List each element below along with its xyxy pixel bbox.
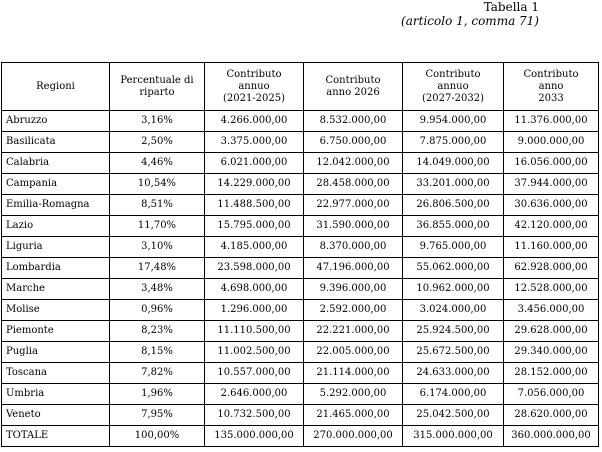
value-cell: 8,51% [110, 195, 205, 216]
value-cell: 37.944.000,00 [504, 174, 599, 195]
value-cell: 22.221.000,00 [304, 321, 403, 342]
value-cell: 360.000.000,00 [504, 426, 599, 447]
value-cell: 10.962.000,00 [403, 279, 504, 300]
table-row [2, 363, 599, 384]
value-cell: 3.375.000,00 [205, 132, 304, 153]
allocation-table [1, 62, 599, 447]
value-cell: 9.396.000,00 [304, 279, 403, 300]
column-header-share-percent [110, 63, 205, 111]
column-header-line: riparto [139, 86, 175, 98]
value-cell: 22.977.000,00 [304, 195, 403, 216]
value-cell: 28.152.000,00 [504, 363, 599, 384]
value-cell: 11.376.000,00 [504, 111, 599, 132]
value-cell: 14.229.000,00 [205, 174, 304, 195]
table-row [2, 405, 599, 426]
region-cell: Lazio [2, 216, 110, 237]
column-header-line: (2021-2025) [222, 92, 286, 104]
value-cell: 0,96% [110, 300, 205, 321]
table-body [2, 111, 599, 447]
value-cell: 6.750.000,00 [304, 132, 403, 153]
table-row [2, 216, 599, 237]
table-row [2, 132, 599, 153]
value-cell: 1,96% [110, 384, 205, 405]
column-header-line: Contributo [325, 74, 381, 86]
caption-title: Tabella 1 [483, 0, 539, 14]
value-cell: 8.532.000,00 [304, 111, 403, 132]
value-cell: 9.765.000,00 [403, 237, 504, 258]
region-cell: Lombardia [2, 258, 110, 279]
column-header-line: 2033 [538, 92, 564, 104]
table-row [2, 258, 599, 279]
column-header-line: anno [538, 80, 564, 92]
region-cell: Emilia-Romagna [2, 195, 110, 216]
column-header-line: Percentuale di [120, 74, 194, 86]
value-cell: 4.698.000,00 [205, 279, 304, 300]
value-cell: 11.488.500,00 [205, 195, 304, 216]
table-row [2, 111, 599, 132]
value-cell: 21.465.000,00 [304, 405, 403, 426]
region-cell: Liguria [2, 237, 110, 258]
value-cell: 135.000.000,00 [205, 426, 304, 447]
value-cell: 25.924.500,00 [403, 321, 504, 342]
region-cell: Toscana [2, 363, 110, 384]
column-header-line: Contributo [425, 68, 481, 80]
value-cell: 62.928.000,00 [504, 258, 599, 279]
caption-subtitle: (articolo 1, comma 71) [401, 14, 539, 28]
value-cell: 9.000.000,00 [504, 132, 599, 153]
value-cell: 3.456.000,00 [504, 300, 599, 321]
value-cell: 11.110.500,00 [205, 321, 304, 342]
value-cell: 6.174.000,00 [403, 384, 504, 405]
value-cell: 29.628.000,00 [504, 321, 599, 342]
column-header-year-2033 [504, 63, 599, 111]
value-cell: 2,50% [110, 132, 205, 153]
value-cell: 4.266.000,00 [205, 111, 304, 132]
value-cell: 42.120.000,00 [504, 216, 599, 237]
value-cell: 31.590.000,00 [304, 216, 403, 237]
region-cell: Calabria [2, 153, 110, 174]
value-cell: 5.292.000,00 [304, 384, 403, 405]
column-header-line: Contributo [226, 68, 282, 80]
region-cell: TOTALE [2, 426, 110, 447]
column-header-annual-2021-2025 [205, 63, 304, 111]
total-row [2, 426, 599, 447]
value-cell: 23.598.000,00 [205, 258, 304, 279]
region-cell: Veneto [2, 405, 110, 426]
value-cell: 30.636.000,00 [504, 195, 599, 216]
table-row [2, 237, 599, 258]
region-cell: Abruzzo [2, 111, 110, 132]
value-cell: 3,10% [110, 237, 205, 258]
column-header-annual-2027-2032 [403, 63, 504, 111]
table-row [2, 195, 599, 216]
value-cell: 7,95% [110, 405, 205, 426]
value-cell: 3,48% [110, 279, 205, 300]
value-cell: 11,70% [110, 216, 205, 237]
value-cell: 10.732.500,00 [205, 405, 304, 426]
value-cell: 33.201.000,00 [403, 174, 504, 195]
table-row [2, 384, 599, 405]
column-header-regions [2, 63, 110, 111]
region-cell: Basilicata [2, 132, 110, 153]
value-cell: 47.196.000,00 [304, 258, 403, 279]
value-cell: 25.042.500,00 [403, 405, 504, 426]
value-cell: 8.370.000,00 [304, 237, 403, 258]
region-cell: Piemonte [2, 321, 110, 342]
column-header-line: Regioni [36, 80, 75, 92]
column-header-year-2026 [304, 63, 403, 111]
value-cell: 8,23% [110, 321, 205, 342]
column-header-line: anno 2026 [326, 86, 380, 98]
column-header-line: annuo [437, 80, 469, 92]
value-cell: 6.021.000,00 [205, 153, 304, 174]
value-cell: 17,48% [110, 258, 205, 279]
value-cell: 21.114.000,00 [304, 363, 403, 384]
value-cell: 55.062.000,00 [403, 258, 504, 279]
header-row [2, 63, 599, 111]
table-row [2, 321, 599, 342]
value-cell: 36.855.000,00 [403, 216, 504, 237]
value-cell: 4,46% [110, 153, 205, 174]
table-header [2, 63, 599, 111]
value-cell: 12.042.000,00 [304, 153, 403, 174]
region-cell: Umbria [2, 384, 110, 405]
value-cell: 22.005.000,00 [304, 342, 403, 363]
value-cell: 8,15% [110, 342, 205, 363]
value-cell: 25.672.500,00 [403, 342, 504, 363]
value-cell: 3.024.000,00 [403, 300, 504, 321]
value-cell: 9.954.000,00 [403, 111, 504, 132]
column-header-line: annuo [238, 80, 270, 92]
region-cell: Campania [2, 174, 110, 195]
table-row [2, 174, 599, 195]
region-cell: Molise [2, 300, 110, 321]
value-cell: 7.875.000,00 [403, 132, 504, 153]
value-cell: 12.528.000,00 [504, 279, 599, 300]
value-cell: 26.806.500,00 [403, 195, 504, 216]
table-row [2, 153, 599, 174]
value-cell: 100,00% [110, 426, 205, 447]
value-cell: 7.056.000,00 [504, 384, 599, 405]
value-cell: 10.557.000,00 [205, 363, 304, 384]
value-cell: 3,16% [110, 111, 205, 132]
column-header-line: (2027-2032) [421, 92, 485, 104]
table-row [2, 342, 599, 363]
value-cell: 315.000.000,00 [403, 426, 504, 447]
value-cell: 28.458.000,00 [304, 174, 403, 195]
region-cell: Marche [2, 279, 110, 300]
value-cell: 7,82% [110, 363, 205, 384]
value-cell: 16.056.000,00 [504, 153, 599, 174]
table-caption [401, 0, 539, 28]
value-cell: 11.002.500,00 [205, 342, 304, 363]
value-cell: 29.340.000,00 [504, 342, 599, 363]
value-cell: 1.296.000,00 [205, 300, 304, 321]
value-cell: 4.185.000,00 [205, 237, 304, 258]
value-cell: 14.049.000,00 [403, 153, 504, 174]
value-cell: 10,54% [110, 174, 205, 195]
table-row [2, 279, 599, 300]
value-cell: 28.620.000,00 [504, 405, 599, 426]
value-cell: 2.592.000,00 [304, 300, 403, 321]
value-cell: 15.795.000,00 [205, 216, 304, 237]
value-cell: 2.646.000,00 [205, 384, 304, 405]
region-cell: Puglia [2, 342, 110, 363]
value-cell: 24.633.000,00 [403, 363, 504, 384]
value-cell: 270.000.000,00 [304, 426, 403, 447]
value-cell: 11.160.000,00 [504, 237, 599, 258]
table-row [2, 300, 599, 321]
column-header-line: Contributo [523, 68, 579, 80]
